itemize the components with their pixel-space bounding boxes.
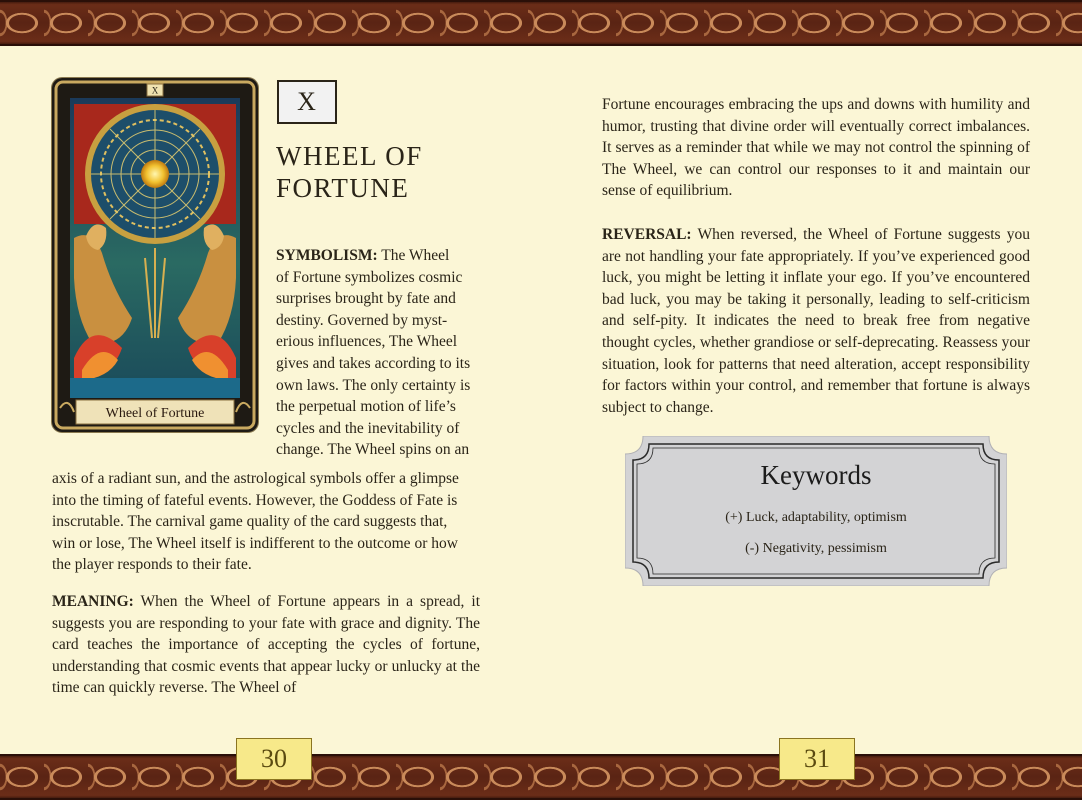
tarot-card-image <box>52 78 258 432</box>
symbolism-line: the player responds to their fate. <box>52 556 252 574</box>
symbolism-line: of Fortune symbolizes cosmic <box>276 268 463 286</box>
symbolism-line: gives and takes according to its <box>276 354 471 372</box>
top-celtic-border <box>0 0 1082 46</box>
keywords-negative: (-) Negativity, pessimism <box>745 541 887 556</box>
bottom-celtic-border <box>0 754 1082 800</box>
symbolism-line: the perpetual motion of life’s <box>276 398 456 416</box>
keywords-title: Keywords <box>760 460 872 490</box>
symbolism-line: surprises brought by fate and <box>276 290 456 308</box>
symbolism-line: win or lose, The Wheel itself is indifferent to the outcome or how <box>52 534 458 552</box>
symbolism-line: destiny. Governed by myst- <box>276 311 448 329</box>
symbolism-line: into the timing of fateful events. However, the Goddess of Fate is <box>52 491 458 509</box>
symbolism-line: cycles and the inevitability of <box>276 419 460 437</box>
symbolism-continued <box>52 468 480 576</box>
meaning-paragraph <box>52 591 480 699</box>
title-line-1: WHEEL OF <box>276 141 423 171</box>
page-number-right: 31 <box>779 738 855 780</box>
title-line-2: FORTUNE <box>276 173 410 203</box>
reversal-label: REVERSAL: <box>602 226 692 243</box>
symbolism-line: inscrutable. The carnival game quality of the card suggests that, <box>52 513 448 531</box>
page-title <box>276 140 476 204</box>
symbolism-line: own laws. The only certainty is <box>276 376 471 394</box>
page-number-left: 30 <box>236 738 312 780</box>
symbolism-section <box>276 245 480 461</box>
symbolism-label: SYMBOLISM: <box>276 247 378 264</box>
symbolism-line <box>276 245 480 267</box>
keywords-panel <box>625 436 1007 586</box>
meaning-label: MEANING: <box>52 593 134 610</box>
card-corner-numeral: X <box>151 85 159 96</box>
symbolism-line: axis of a radiant sun, and the astrological symbols offer a glimpse <box>52 470 459 487</box>
meaning-continued-paragraph: Fortune encourages embracing the ups and downs with humility and humor, trusting that divine order will eventually correct imbalances. It serves as a reminder that while we may not control the spinning of The Wheel, we can control our responses to it and maintain our sense of equilibrium. <box>602 96 1030 200</box>
symbolism-line: change. The Wheel spins on an <box>276 441 470 459</box>
reversal-text: When reversed, the Wheel of Fortune suggests you are not handling your fate appropriately. If you’ve experienced good luck, you might be letting it inflate your ego. If you’ve encountered bad luck, you may be taking it personally, leading to self-criticism and self-pity. It indicates the need to break free from negative thought cycles, whether grandiose or self-deprecating. Reassess your situation, look for patterns that need alteration, accept responsibility for factors within your control, and remember that fortune is always subject to change. <box>602 226 1030 416</box>
keywords-positive: (+) Luck, adaptability, optimism <box>725 510 907 525</box>
symbolism-text: The Wheel <box>377 247 450 264</box>
card-artwork <box>52 78 258 432</box>
meaning-text: When the Wheel of Fortune appears in a spread, it suggests you are responding to your fate with grace and dignity. The card teaches the importance of accepting the cycles of fortune, understanding that cosmic events that appear lucky or unlucky at the time can quickly reverse. The Wheel of <box>52 593 480 697</box>
reversal-paragraph <box>602 224 1030 418</box>
symbolism-line: erious influences, The Wheel <box>276 333 458 351</box>
card-banner-title: Wheel of Fortune <box>105 406 205 421</box>
arcana-numeral-box: X <box>277 80 337 124</box>
